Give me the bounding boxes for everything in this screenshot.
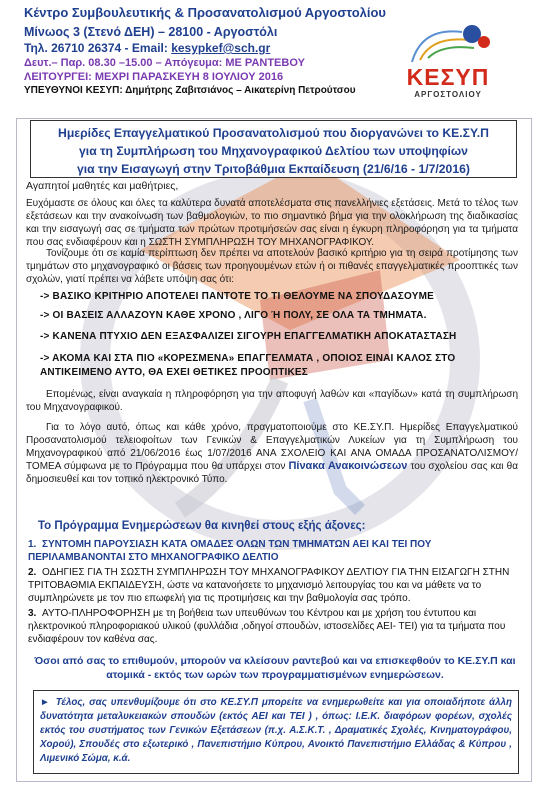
title-line-2: για τη Συμπλήρωση του Μηχανογραφικού Δελτίου των υποψηφίων [79,144,468,158]
office-hours: Δευτ.– Παρ. 08.30 –15.00 – Απόγευμα: ΜΕ ΡΑΝΤΕΒΟΥ [24,57,305,69]
seminars-tail: του σχολείου σας και θα δημοσιευθεί και τον τοπικό ηλεκτρονικό Τύπο. [26,461,518,485]
logo-subtitle: ΑΡΓΟΣΤΟΛΙΟΥ [414,90,482,99]
program-item [28,607,510,646]
org-name: Κέντρο Συμβουλευτικής & Προσανατολισμού Αργοστολίου [24,5,386,20]
item-number: 2. [28,567,37,578]
phone-label: Τηλ. 26710 26374 - Email: [24,41,172,55]
kesyp-logo [392,22,504,106]
reminder-text [40,696,512,766]
appointment-note: Όσοι από σας το επιθυμούν, μπορούν να κλείσουν ραντεβού και να επισκεφθούν το ΚΕ.ΣΥ.Π και ατομικά - εκτός των ωρών των προγραμματισμένων ενημερώσεων. [34,655,516,681]
logo-name: ΚΕΣΥΠ [406,64,490,90]
item-text: ΑΥΤΟ-ΠΛΗΡΟΦΟΡΗΣΗ με τη βοήθεια των υπευθύνων του Κέντρου και με χρήση του έντυπου και ηλεκτρονικού πληροφοριακού υλικού (φυλλάδια ,οδηγοί σπουδών, ιστοσελίδες ΑΕΙ- ΤΕΙ) για τα τμήματα που ενδιαφέρουν τον καθένα σας. [28,608,506,645]
reminder-content: Τέλος, σας υπενθυμίζουμε ότι στο ΚΕ.ΣΥ.Π μπορείτε να ενημερωθείτε και για οποιαδήποτε άλλη δυνατότητα μεταλυκειακών σπουδών (εκτός ΑΕΙ και ΤΕΙ ) , όπως: Ι.Ε.Κ. διαφόρων φορέων, σχολές εκτός του συστήματος των Γενικών Εξετάσεων (π.χ. Α.Σ.Κ.Τ. , Δραματικές Σχολές, Κινηματογράφου, Χορού), Σπουδές στο εξωτερικό , Πανεπιστήμιο Κύπρου, Ανοικτό Πανεπιστήμιο Ελλάδας & Κύπρου , Λιμενικό Σώμα, κ.ά. [40,697,512,764]
responsible-persons: ΥΠΕΥΘΥΝΟΙ ΚΕΣΥΠ: Δημήτρης Ζαβιτσιάνος – Αικατερίνη Πετρούτσου [24,85,356,96]
title-box [30,120,517,178]
letterhead [0,0,548,118]
key-point: -> ΑΚΟΜΑ ΚΑΙ ΣΤΑ ΠΙΟ «ΚΟΡΕΣΜΕΝΑ» ΕΠΑΓΓΕΛΜΑΤΑ , ΟΠΟΙΟΣ ΕΙΝΑΙ ΚΑΛΟΣ ΣΤΟ ΑΝΤΙΚΕΙΜΕΝΟ ΑΥΤΟ, ΘΑ ΕΧΕΙ ΘΕΤΙΚΕΣ ΠΡΟΟΠΤΙΚΕΣ [40,353,456,378]
program-item [28,566,510,605]
item-number: 3. [28,608,37,619]
item-text: ΟΔΗΓΙΕΣ ΓΙΑ ΤΗ ΣΩΣΤΗ ΣΥΜΠΛΗΡΩΣΗ ΤΟΥ ΜΗΧΑΝΟΓΡΑΦΙΚΟΥ ΔΕΛΤΙΟΥ ΓΙΑ ΤΗΝ ΕΙΣΑΓΩΓΗ ΣΤΗΝ ΤΡΙΤΟΒΑΘΜΙΑ ΕΚΠΑΙΔΕΥΣΗ, ώστε να κατανοήσετε το μηχανισμό λειτουργίας του και να μάθετε να το συμπληρώνετε με τον πιο επωφελή για τις προτιμήσεις και την βαθμολογία σας τρόπο. [28,567,510,604]
consequence-paragraph: Επομένως, είναι αναγκαία η πληροφόρηση για την αποφυγή λαθών και «παγίδων» κατά τη συμπλήρωση του Μηχανογραφικού. [26,389,518,413]
address: Μίνωος 3 (Στενό ΔΕΗ) – 28100 - Αργοστόλι [24,25,278,39]
key-point: -> ΒΑΣΙΚΟ ΚΡΙΤΗΡΙΟ ΑΠΟΤΕΛΕΙ ΠΑΝΤΟΤΕ ΤΟ ΤΙ ΘΕΛΟΥΜΕ ΝΑ ΣΠΟΥΔΑΣΟΥΜΕ [40,291,434,302]
arrow-right-icon: ► [40,697,50,708]
program-title: Το Πρόγραμμα Ενημερώσεων θα κινηθεί στους εξής άξονες: [38,520,366,532]
intro-paragraph: Ευχόμαστε σε όλους και όλες τα καλύτερα δυνατά αποτελέσματα στις πανελλήνιες εξετάσεις. Μετά το τέλος των εξετάσεων και την ανακοίνωση των βαθμολογιών, το πιο σημαντικό βήμα για την ολοκλήρωση της διαδικασίας και την εισαγωγή σας σε τμήματα των πρώτων προτιμήσεών σας είναι η έγκυρη πληροφόρηση για τα τμήματα που σας ενδιαφέρουν και η ΣΩΣΤΗ ΣΥΜΠΛΗΡΩΣΗ ΤΟΥ ΜΗΧΑΝΟΓΡΑΦΙΚΟΥ. [26,198,518,248]
seminars-paragraph [26,421,518,486]
title-line-3: για την Εισαγωγή στην Τριτοβάθμια Εκπαίδευση (21/6/16 - 1/7/2016) [77,162,470,176]
key-point: -> ΚΑΝΕΝΑ ΠΤΥΧΙΟ ΔΕΝ ΕΞΑΣΦΑΛΙΖΕΙ ΣΙΓΟΥΡΗ ΕΠΑΓΓΕΛΜΑΤΙΚΗ ΑΠΟΚΑΤΑΣΤΑΣΗ [40,331,457,342]
emphasis-paragraph: Τονίζουμε ότι σε καμία περίπτωση δεν πρέπει να αποτελούν βασικό κριτήριο για τη σειρά προτίμησης των τμημάτων στο μηχανογραφικό οι βάσεις των προηγουμένων ετών ή οι πιθανές επαγγελματικές προοπτικές των σχολών, γιατί πρέπει να λάβετε υπόψη σας ότι: [26,248,518,285]
key-point: -> ΟΙ ΒΑΣΕΙΣ ΑΛΛΑΖΟΥΝ ΚΑΘΕ ΧΡΟΝΟ , ΛΙΓΟ Ή ΠΟΛΥ, ΣΕ ΟΛΑ ΤΑ ΤΜΗΜΑΤΑ. [40,310,427,321]
seminars-text: Για το λόγο αυτό, όπως και κάθε χρόνο, πραγματοποιούμε στο ΚΕ.ΣΥ.Π. Ημερίδες Επαγγελματικού Προσανατολισμού τελειοφοίτων των Γενικών & Επαγγελματικών Λυκείων για τη Συμπλήρωση του Μηχανογραφικού από 21/06/2016 έως 1/07/2016 ΑΝΑ ΣΧΟΛΕΙΟ ΚΑΙ ΑΝΑ ΟΜΑΔΑ ΠΡΟΣΑΝΑΤΟΛΙΣΜΟΥ/ΤΟΜΕΑ σύμφωνα με το Πρόγραμμα που θα υπάρχει στον [26,422,518,472]
phone-email [24,41,270,55]
item-number: 1. [28,539,37,550]
email-link[interactable]: kesypkef@sch.gr [171,41,271,55]
title-line-1: Ημερίδες Επαγγελματικού Προσανατολισμού που διοργανώνει το ΚΕ.ΣΥ.Π [58,126,489,140]
program-item [28,538,510,564]
greeting: Αγαπητοί μαθητές και μαθήτριες, [26,180,179,192]
operating-until: ΛΕΙΤΟΥΡΓΕΙ: ΜΕΧΡΙ ΠΑΡΑΣΚΕΥΗ 8 ΙΟΥΛΙΟΥ 2016 [24,71,284,83]
item-text: ΣΥΝΤΟΜΗ ΠΑΡΟΥΣΙΑΣΗ ΚΑΤΑ ΟΜΑΔΕΣ ΟΛΩΝ ΤΩΝ ΤΜΗΜΑΤΩΝ ΑΕΙ ΚΑΙ ΤΕΙ ΠΟΥ ΠΕΡΙΛΑΜΒΑΝΟΝΤΑΙ ΣΤΟ ΜΗΧΑΝΟΓΡΑΦΙΚΟ ΔΕΛΤΙΟ [28,539,432,563]
announcement-board: Πίνακα Ανακοινώσεων [288,460,408,472]
reminder-box [33,690,519,774]
